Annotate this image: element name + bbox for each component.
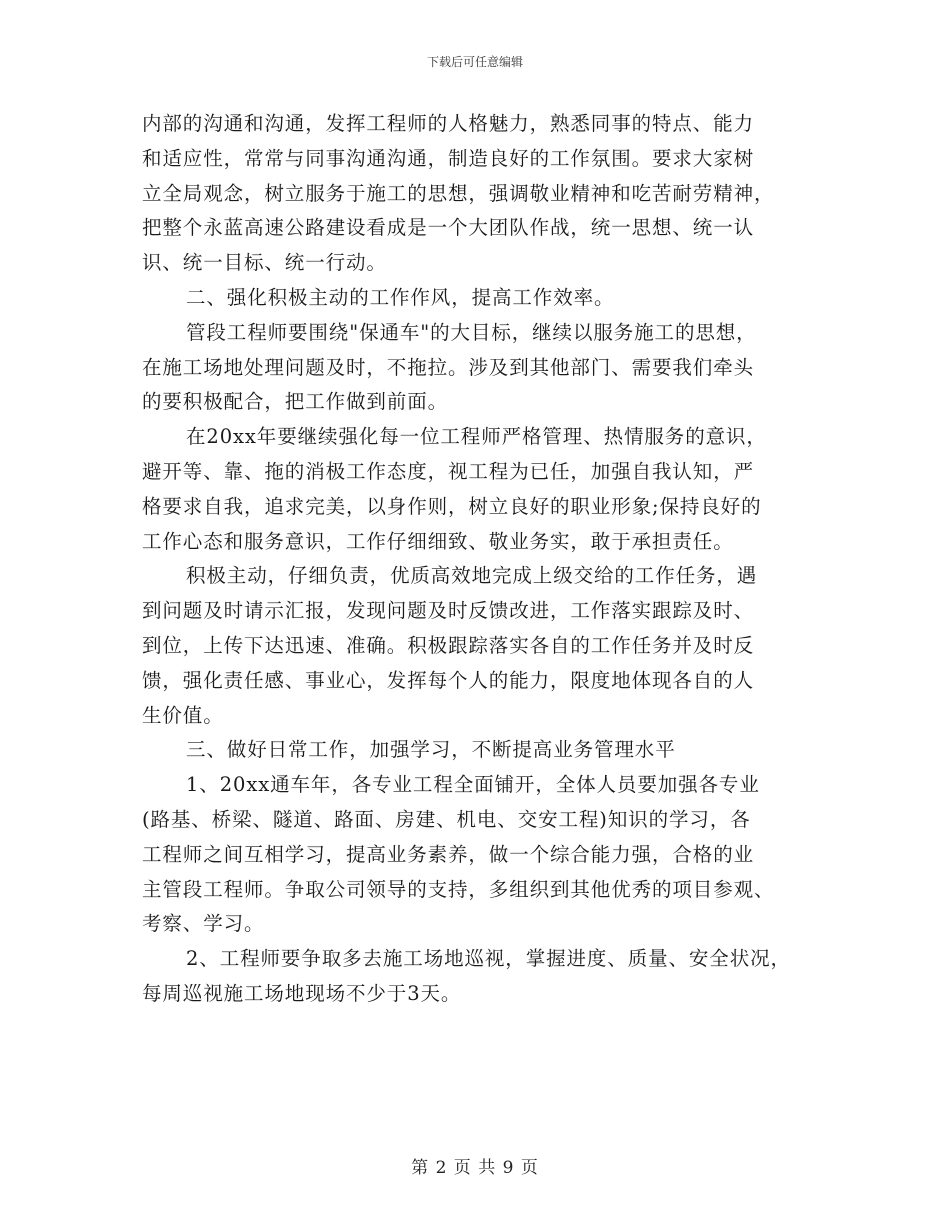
- text-line: 考察、学习。: [142, 912, 265, 936]
- text-line: 生价值。: [142, 703, 224, 727]
- text-line: 在20xx年要继续强化每一位工程师严格管理、热情服务的意识，: [186, 425, 767, 449]
- text-line: 内部的沟通和沟通，发挥工程师的人格魅力，熟悉同事的特点、能力: [142, 112, 755, 135]
- text-line: 二、强化积极主动的工作作风，提高工作效率。: [186, 285, 615, 309]
- document-body: [142, 107, 808, 1012]
- text-line: 1、20xx通车年，各专业工程全面铺开，全体人员要加强各专业: [186, 773, 760, 797]
- text-line: 2、工程师要争取多去施工场地巡视，掌握进度、质量、安全状况，: [186, 947, 791, 971]
- text-line: 的要积极配合，把工作做到前面。: [142, 390, 449, 414]
- text-line: 积极主动，仔细负责，优质高效地完成上级交给的工作任务，遇: [186, 564, 758, 588]
- text-line: 主管段工程师。争取公司领导的支持，多组织到其他优秀的项目参观、: [142, 877, 775, 901]
- text-line: 识、统一目标、统一行动。: [142, 251, 387, 275]
- text-line: (路基、桥梁、隧道、路面、房建、机电、交安工程)知识的学习，各: [142, 807, 751, 831]
- page-number-footer: 第 2 页 共 9 页: [411, 1158, 539, 1178]
- text-line: 馈，强化责任感、事业心，发挥每个人的能力，限度地体现各自的人: [142, 668, 755, 692]
- text-line: 到问题及时请示汇报，发现问题及时反馈改进，工作落实跟踪及时、: [142, 599, 755, 623]
- text-line: 和适应性，常常与同事沟通沟通，制造良好的工作氛围。要求大家树: [142, 146, 755, 170]
- page-header: 下载后可任意编辑: [426, 55, 523, 69]
- text-line: 立全局观念，树立服务于施工的思想，强调敬业精神和吃苦耐劳精神，: [142, 181, 775, 205]
- text-line: 每周巡视施工场地现场不少于3天。: [142, 981, 462, 1005]
- text-line: 格要求自我，追求完美，以身作则，树立良好的职业形象;保持良好的: [142, 494, 762, 518]
- text-line: 把整个永蓝高速公路建设看成是一个大团队作战，统一思想、统一认: [142, 216, 755, 240]
- text-line: 工作心态和服务意识，工作仔细细致、敬业务实，敢于承担责任。: [142, 529, 734, 553]
- text-line: 工程师之间互相学习，提高业务素养，做一个综合能力强，合格的业: [142, 842, 755, 866]
- text-line: 三、做好日常工作，加强学习，不断提高业务管理水平: [186, 738, 676, 762]
- text-line: 在施工场地处理问题及时，不拖拉。涉及到其他部门、需要我们牵头: [142, 355, 755, 379]
- text-line: 管段工程师要围绕"保通车"的大目标，继续以服务施工的思想，: [186, 320, 757, 344]
- text-line: 到位，上传下达迅速、准确。积极跟踪落实各自的工作任务并及时反: [142, 633, 755, 657]
- text-line: 避开等、靠、拖的消极工作态度，视工程为已任，加强自我认知，严: [142, 459, 755, 483]
